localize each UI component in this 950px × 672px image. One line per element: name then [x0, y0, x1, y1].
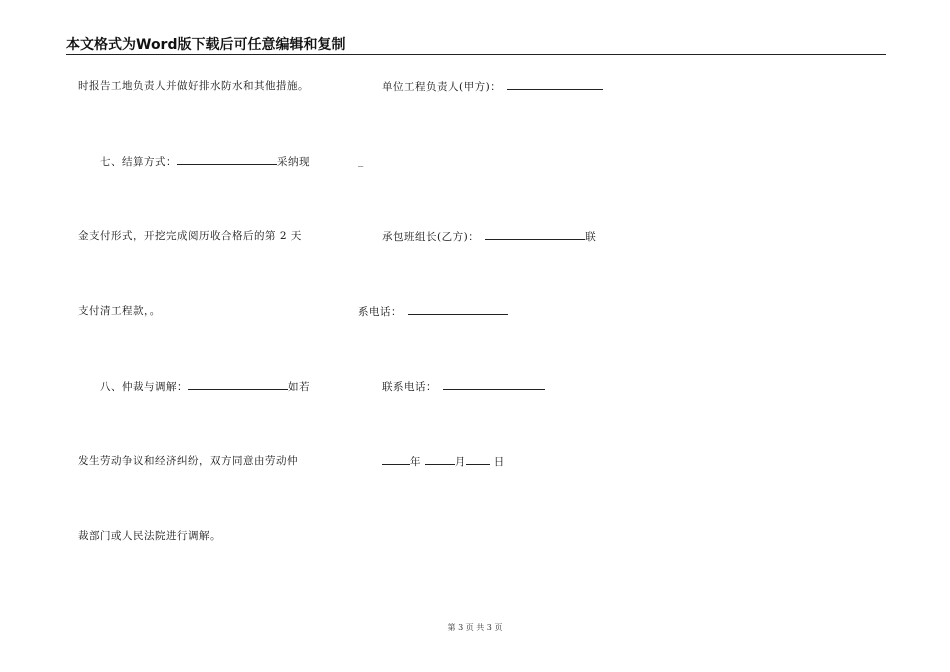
party-b-suffix: 联 [585, 231, 597, 243]
left-line-1: 时报告工地负责人并做好排水防水和其他措施。 [78, 80, 309, 92]
header-title: 本文格式为Word版下载后可任意编辑和复制 [66, 37, 346, 53]
party-b-label: 承包班组长(乙方)： [382, 231, 480, 243]
right-line-5 [382, 379, 545, 394]
right-line-2: _ [358, 155, 364, 167]
phone-blank-1 [408, 304, 508, 315]
party-a-label: 单位工程负责人(甲方)： [382, 81, 502, 93]
right-line-1 [382, 79, 603, 94]
left-line-6: 发生劳动争议和经济纠纷，双方同意由劳动仲 [78, 455, 298, 467]
day-label: 日 [493, 456, 505, 468]
month-label: 月 [454, 456, 466, 468]
page-number: 第 3 页 共 3 页 [447, 623, 503, 632]
left-line-2 [100, 154, 310, 169]
phone-label-2: 联系电话： [382, 381, 437, 393]
arbitration-suffix: 如若 [288, 381, 310, 393]
left-line-7: 裁部门或人民法院进行调解。 [78, 530, 221, 542]
arbitration-blank [188, 379, 288, 390]
left-line-4: 支付清工程款，。 [78, 305, 161, 317]
left-line-3: 金支付形式，开挖完成阅历收合格后的第 2 天 [78, 230, 302, 242]
right-line-4 [358, 304, 508, 319]
page-footer [0, 622, 950, 633]
year-blank [382, 454, 410, 465]
year-label: 年 [410, 456, 421, 468]
month-blank [425, 454, 455, 465]
phone-blank-2 [443, 379, 545, 390]
settlement-suffix: 采纳现 [277, 156, 310, 168]
phone-label-1: 系电话： [358, 306, 402, 318]
settlement-label: 七、结算方式： [100, 156, 177, 168]
left-line-5 [100, 379, 310, 394]
date-line [382, 454, 505, 469]
party-b-blank [485, 229, 585, 240]
page-header [66, 34, 886, 55]
party-a-blank [507, 79, 603, 90]
right-line-3 [382, 229, 596, 244]
day-blank [466, 454, 490, 465]
settlement-blank [177, 154, 277, 165]
arbitration-label: 八、仲裁与调解： [100, 381, 188, 393]
